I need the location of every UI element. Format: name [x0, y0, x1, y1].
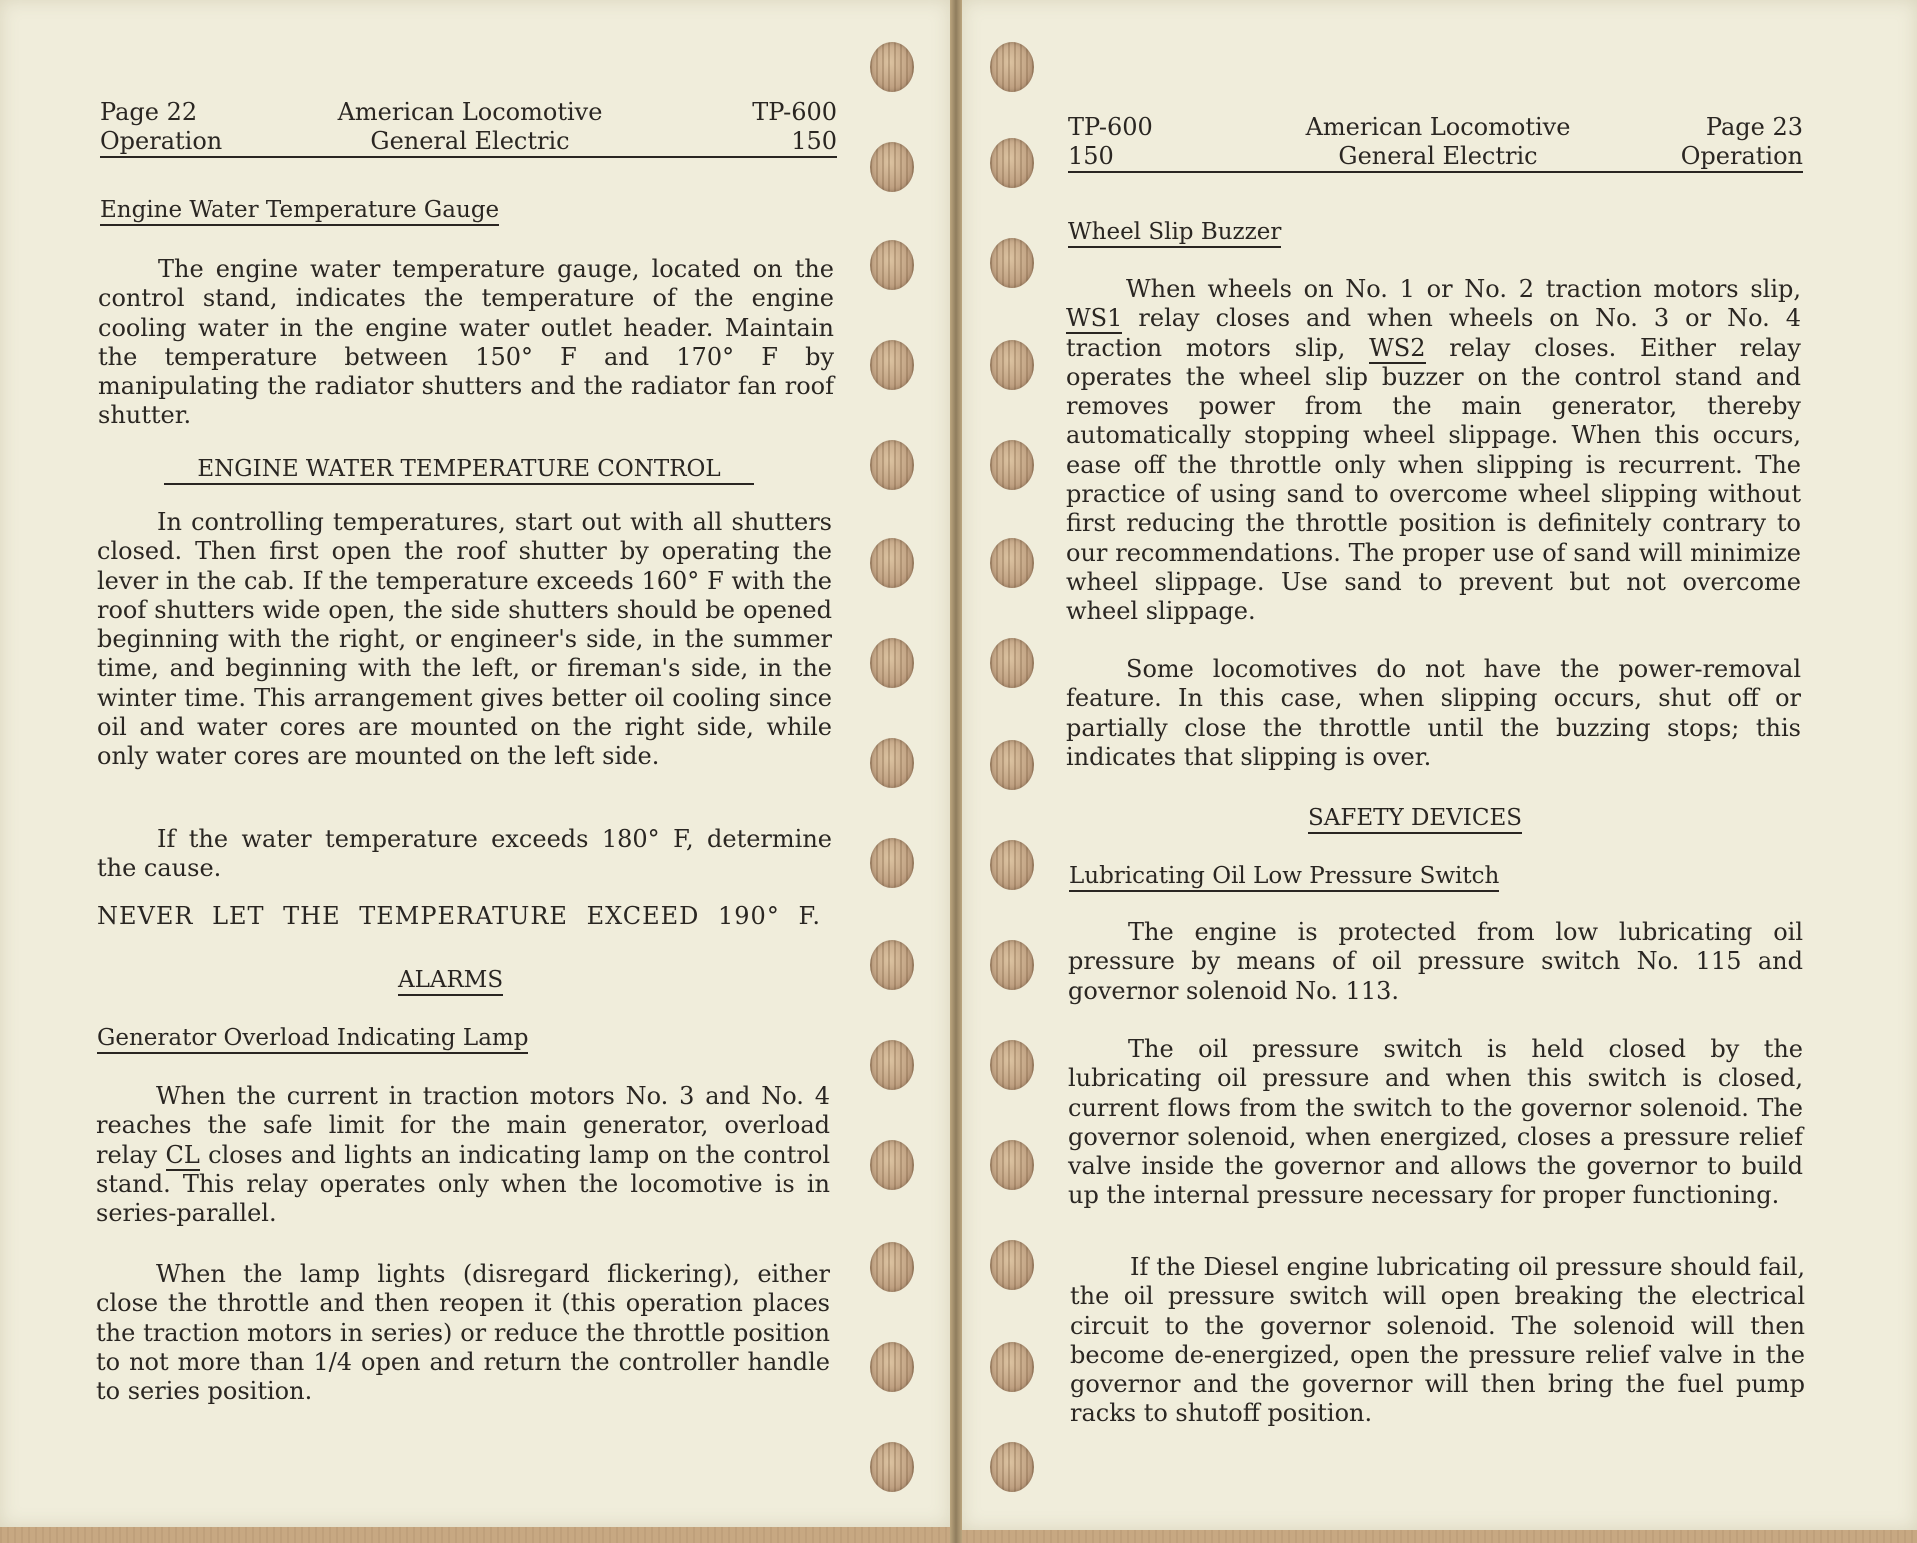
binding-hole	[990, 638, 1034, 688]
body-paragraph: In controlling temperatures, start out with all shutters closed. Then first open the roof shutter by operating the lever in the cab. If the temperature exceeds 160° F with the roof shutters wide open, the side shutters should be opened beginning with the right, or engineer's side, in the summer time, and beginning with the left, or fireman's side, in the winter time. This arrangement gives better oil cooling since oil and water cores are mounted on the right side, while only water cores are mounted on the left side.	[97, 508, 832, 771]
binding-hole	[870, 940, 914, 990]
paragraph-text: When the current in traction motors No. 3 and No. 4 reaches the safe limit for the main generator, overload relay	[96, 1082, 830, 1169]
body-paragraph: If the Diesel engine lubricating oil pressure should fail, the oil pressure switch will open breaking the electrical circuit to the governor solenoid. The solenoid will then become de-energized, open the pressure relief valve in the governor and the governor will then bring the fuel pump racks to shutoff position.	[1070, 1253, 1805, 1428]
binding-hole	[990, 1040, 1034, 1090]
binding-hole	[990, 1240, 1034, 1290]
body-paragraph: When the lamp lights (disregard flickering), either close the throttle and then reopen it (this operation places the traction motors in series) or reduce the throttle position to not more than 1/4 open and return the controller handle to series position.	[96, 1260, 830, 1406]
paragraph-text: closes and lights an indicating lamp on the control stand. This relay operates only when the locomotive is in series-parallel.	[96, 1140, 830, 1228]
section-heading: Engine Water Temperature Gauge	[100, 196, 499, 226]
section-heading: ALARMS	[398, 966, 503, 996]
binding-hole	[870, 1442, 914, 1492]
binding-hole	[990, 1442, 1034, 1492]
company-name-2: General Electric	[1338, 142, 1538, 170]
binding-hole	[990, 238, 1034, 288]
binding-hole	[870, 1140, 914, 1190]
page-number: Page 23	[1705, 113, 1803, 141]
binding-hole	[990, 440, 1034, 490]
binding-hole	[990, 1140, 1034, 1190]
paragraph-text: relay closes. Either relay operates the wheel slip buzzer on the control stand and removes power from the main generator, thereby automatically stopping wheel slippage. When this occurs, ease off the throttle only when slipping is recurrent. The practice of using sand to overcome wheel slipping without first reducing the throttle position is definitely contrary to our recommendations. The proper use of sand will minimize wheel slippage. Use sand to prevent but not overcome wheel slippage.	[1066, 333, 1801, 626]
doc-code: TP-600	[752, 98, 837, 126]
binding-hole	[990, 940, 1034, 990]
relay-label-ws1: WS1	[1066, 304, 1123, 333]
section-heading: Generator Overload Indicating Lamp	[97, 1024, 528, 1054]
section-label: Operation	[1680, 142, 1803, 170]
page-number: Page 22	[100, 98, 198, 126]
binding-hole	[870, 42, 914, 92]
warning-text: NEVER LET THE TEMPERATURE EXCEED 190° F.	[97, 902, 821, 930]
doc-number: 150	[791, 127, 837, 155]
company-name-2: General Electric	[370, 127, 570, 155]
binding-hole	[870, 738, 914, 788]
relay-label-ws2: WS2	[1369, 333, 1426, 362]
binding-hole	[990, 42, 1034, 92]
binding-hole	[990, 138, 1034, 188]
body-paragraph: The oil pressure switch is held closed by the lubricating oil pressure and when this switch is closed, current flows from the switch to the governor solenoid. The governor solenoid, when energized, closes a pressure relief valve inside the governor and allows the governor to build up the internal pressure necessary for proper functioning.	[1068, 1035, 1803, 1210]
binding-hole	[870, 1342, 914, 1392]
paragraph-text: When wheels on No. 1 or No. 2 traction motors slip,	[1126, 275, 1801, 303]
binding-hole	[990, 538, 1034, 588]
body-paragraph: The engine is protected from low lubricating oil pressure by means of oil pressure switch No. 115 and governor solenoid No. 113.	[1068, 918, 1803, 1005]
binding-hole	[870, 340, 914, 390]
body-paragraph: Some locomotives do not have the power-removal feature. In this case, when slipping occurs, shut off or partially close the throttle until the buzzing stops; this indicates that slipping is over.	[1066, 655, 1801, 771]
body-paragraph	[96, 1082, 830, 1228]
section-heading: ENGINE WATER TEMPERATURE CONTROL	[164, 455, 754, 485]
right-page-header	[1068, 113, 1803, 173]
relay-label: CL	[165, 1140, 200, 1169]
binding-hole	[870, 1242, 914, 1292]
doc-number: 150	[1068, 142, 1114, 170]
right-page	[962, 0, 1917, 1530]
binding-hole	[870, 638, 914, 688]
binding-hole	[990, 840, 1034, 890]
section-label: Operation	[100, 127, 223, 155]
page-gutter	[950, 0, 962, 1543]
binding-hole	[870, 538, 914, 588]
body-paragraph	[1066, 275, 1801, 627]
doc-code: TP-600	[1068, 113, 1153, 141]
section-heading: Wheel Slip Buzzer	[1068, 218, 1281, 248]
binding-hole	[990, 340, 1034, 390]
body-paragraph: The engine water temperature gauge, located on the control stand, indicates the temperature of the engine cooling water in the engine water outlet header. Maintain the temperature between 150° F and 170° F by manipulating the radiator shutters and the radiator fan roof shutter.	[98, 255, 834, 430]
paragraph-text: relay closes and when wheels on No. 3 or No. 4 traction motors slip,	[1066, 304, 1801, 362]
left-page	[0, 0, 950, 1527]
company-name: American Locomotive	[1305, 113, 1571, 141]
binding-hole	[870, 838, 914, 888]
binding-hole	[990, 1342, 1034, 1392]
binding-hole	[990, 740, 1034, 790]
left-page-header	[100, 98, 837, 158]
binding-hole	[870, 240, 914, 290]
body-paragraph: If the water temperature exceeds 180° F, determine the cause.	[97, 825, 832, 883]
binding-hole	[870, 1040, 914, 1090]
section-heading: Lubricating Oil Low Pressure Switch	[1069, 862, 1499, 892]
binding-hole	[870, 440, 914, 490]
section-heading: SAFETY DEVICES	[1308, 804, 1522, 834]
binding-hole	[870, 142, 914, 192]
company-name: American Locomotive	[337, 98, 603, 126]
